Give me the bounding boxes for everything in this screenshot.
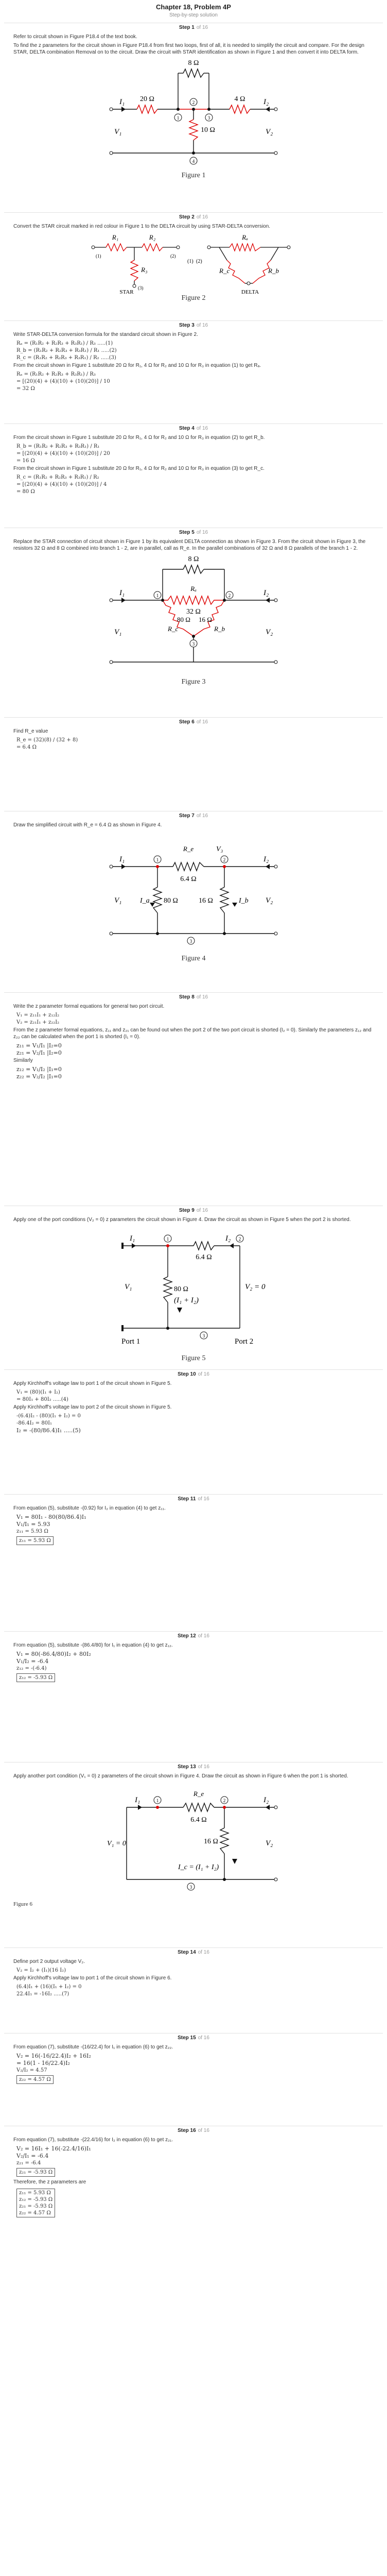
result-value: z₂₁ = -5.93 Ω	[19, 2170, 53, 2175]
label-8-ohm: 8 Ω	[188, 555, 199, 563]
step-text: Refer to circuit shown in Figure P18.4 of the text book.	[13, 34, 137, 40]
label-v2: V₂	[266, 128, 273, 136]
step-text: From the circuit shown in Figure 1 substitute 20 Ω for R₁, 4 Ω for R₂ and 10 Ω for R₃ in equation (3) to get R_c.	[13, 466, 265, 471]
equation: V₁ = z₁₁I₁ + z₁₂I₂	[16, 1012, 60, 1018]
label-i1: I₁	[119, 98, 125, 106]
step-6	[4, 717, 383, 764]
step-count: of 16	[198, 1496, 209, 1502]
step-text: Find R_e value	[13, 728, 48, 734]
step-label: Step 11	[178, 1496, 196, 1502]
step-text: Similarly	[13, 1058, 33, 1063]
node-label: 1	[156, 857, 159, 862]
label-ib: I_b	[239, 897, 249, 905]
step-text: Apply another port condition (V₁ = 0) z parameters of the circuit shown in Figure 4. Draw the circuit as shown in Figure 6 when the port 1 is shorted.	[13, 1773, 348, 1779]
answer-line: z₁₂ = -5.93 Ω	[19, 2197, 53, 2202]
figure-caption: Figure 5	[181, 1354, 206, 1362]
working-line: = [(20)(4) + (4)(10) + (10)(20)] / 20	[16, 451, 110, 456]
step-label: Step 5	[179, 530, 195, 535]
label-v1: V₁ = 0	[107, 1840, 126, 1848]
equation: = 80I₁ + 80I₂ .....(4)	[16, 1397, 68, 1402]
step-label: Step 9	[179, 1208, 195, 1213]
label-r3: R₃	[141, 266, 148, 274]
step-text: Define port 2 output voltage V₂.	[13, 1959, 85, 1964]
label-i1: I₁	[119, 855, 125, 863]
working-line: z₂₁ = -6.4	[16, 2160, 41, 2166]
label-20-ohm: 20 Ω	[140, 95, 154, 103]
step-text: To find the z parameters for the circuit shown in Figure P18.4 from first two loops, first of all, it is needed to simplify the circuit and compare. For the design STAR, DELTA combination Removal on to the circuit. Draw the circuit with STAR identification as shown in Figure 1 and then convert it into DELTA form.	[13, 43, 364, 55]
equation: V₂ = I₂ + (I₁)(16 I₂)	[16, 1968, 66, 1973]
working-line: z₂₂ = V₂/I₂ |I₁=0	[16, 1073, 62, 1080]
step-count: of 16	[196, 1208, 208, 1213]
label-v1: V₁	[114, 628, 122, 636]
label-32-ohm: 32 Ω	[186, 608, 201, 616]
node-label: (2)	[196, 259, 202, 264]
label-v2: V₂	[266, 896, 273, 905]
final-answer-box	[16, 2189, 55, 2217]
step-3	[4, 320, 383, 419]
step-16	[4, 2126, 383, 2240]
node-label: 1	[177, 115, 180, 121]
step-text: Therefore, the z parameters are	[13, 2179, 86, 2185]
step-text: Apply one of the port conditions (V₂ = 0) z parameters the circuit shown in Figure 4. Draw the circuit as shown in Figure 5 when the port 2 is shorted.	[13, 1217, 351, 1223]
node-label: 3	[189, 1885, 192, 1890]
node-label: (1)	[187, 259, 194, 264]
equation: Rₐ = (R₁R₂ + R₂R₃ + R₃R₁) / R₃ .....(1)	[16, 341, 113, 346]
label-r1: R₁	[112, 233, 119, 241]
label-i2: I₂	[263, 855, 269, 863]
label-v3: V₃	[216, 845, 223, 853]
step-label: Step 10	[178, 1371, 196, 1377]
step-10	[4, 1369, 383, 1447]
label-r2: R₂	[149, 233, 156, 241]
label-8-ohm: 8 Ω	[188, 59, 199, 67]
figure-2-star-delta	[91, 232, 296, 294]
node-label: 2	[238, 1236, 241, 1242]
label-16-ohm: 16 Ω	[204, 1838, 218, 1845]
label-v1: V₁	[125, 1283, 132, 1291]
working-line: z₁₁ = V₁/I₁ |I₂=0	[16, 1042, 62, 1049]
step-text: Apply Kirchhoff's voltage law to port 1 of the circuit shown in Figure 6.	[13, 1975, 172, 1981]
label-4-ohm: 4 Ω	[234, 95, 245, 103]
node-label: 1	[156, 1798, 159, 1803]
node-label: 3	[192, 641, 195, 647]
label-current-sum: I_c = (I₁ + I₂)	[178, 1863, 219, 1871]
star-label: STAR	[119, 289, 134, 294]
working-line: R_e = (32)(8) / (32 + 8)	[16, 737, 78, 743]
label-80-ohm: 80 Ω	[174, 1285, 188, 1293]
node-label: 2	[223, 1798, 226, 1803]
step-text: From the circuit shown in Figure 1 substitute 20 Ω for R₁, 4 Ω for R₂ and 10 Ω for R₃ in equation (1) to get Rₐ.	[13, 363, 261, 368]
page-header	[0, 0, 387, 21]
working-line: I₂ = -(80/86.4)I₁ .....(5)	[16, 1427, 81, 1434]
figure-5-circuit	[116, 1225, 271, 1354]
step-label: Step 8	[179, 994, 195, 1000]
working-line: R_c = (R₁R₂ + R₂R₃ + R₃R₁) / R₂	[16, 474, 99, 480]
label-v2: V₂	[266, 628, 273, 636]
step-count: of 16	[196, 530, 208, 535]
step-label: Step 14	[178, 1950, 196, 1955]
label-10-ohm: 10 Ω	[201, 126, 215, 134]
node-label: 2	[192, 100, 195, 105]
equation: R_b = (R₁R₂ + R₂R₃ + R₃R₁) / R₁ .....(2)	[16, 348, 117, 353]
label-v2: V₂ = 0	[245, 1283, 266, 1291]
step-label: Step 12	[178, 1633, 196, 1639]
working-line: (6.4)I₁ + (16)(I₁ + I₂) = 0	[16, 1984, 82, 1990]
label-6-4-ohm: 6.4 Ω	[190, 1816, 207, 1824]
label-ra: Rₐ	[190, 585, 197, 592]
node-label: 4	[192, 159, 195, 164]
label-6-4-ohm: 6.4 Ω	[180, 875, 197, 883]
step-text: From equation (5), substitute -(86.4/80) for I₁ in equation (4) to get z₁₂.	[13, 1642, 173, 1648]
equation: V₂ = z₂₁I₁ + z₂₂I₂	[16, 1020, 60, 1025]
step-text: From equation (5), substitute -(0.92) for I₂ in equation (4) to get z₁₁.	[13, 1505, 166, 1511]
step-1	[4, 23, 383, 204]
result-box	[16, 2075, 54, 2084]
label-ra: Rₐ	[242, 233, 248, 241]
step-label: Step 13	[178, 1764, 196, 1770]
page-subtitle: Step-by-step solution	[169, 12, 218, 18]
step-text: From the z parameter formal equations, z₁₁ and z₂₁ can be found out when the port 2 of the two port circuit is shorted (I₂ = 0). Similarly the parameters z₁₂ and z₂₂ can be calculated when the port 1 is shorted (I₁ = 0).	[13, 1027, 372, 1040]
working-line: V₁/I₁ = 5.93	[16, 1521, 50, 1528]
result-value: z₁₁ = 5.93 Ω	[19, 1538, 51, 1544]
working-line: R_b = (R₁R₂ + R₂R₃ + R₃R₁) / R₁	[16, 444, 100, 449]
working-line: V₁ = 80(-86.4/80)I₂ + 80I₂	[16, 1651, 91, 1657]
result-box	[16, 1536, 54, 1545]
step-label: Step 16	[178, 2128, 196, 2133]
step-count: of 16	[196, 426, 208, 431]
port-2-label: Port 2	[235, 1337, 254, 1346]
working-line: V₁ = 80I₁ - 80(80/86.4)I₁	[16, 1514, 86, 1520]
step-label: Step 3	[179, 323, 195, 328]
figure-3-circuit	[106, 554, 281, 677]
result-value: z₁₂ = -5.93 Ω	[19, 1675, 53, 1681]
step-8	[4, 992, 383, 1147]
working-line: V₂ = 16I₁ + 16(-22.4/16)I₁	[16, 2145, 91, 2152]
step-text: From equation (7), substitute -(22.4/16) for I₂ in equation (6) to get z₂₁.	[13, 2137, 173, 2143]
label-i1: I₁	[135, 1796, 140, 1804]
step-7	[4, 811, 383, 989]
step-14	[4, 1947, 383, 2010]
label-ia: I_a	[140, 897, 150, 905]
delta-label: DELTA	[241, 289, 259, 294]
node-label: 1	[156, 593, 159, 598]
node-label: 3	[207, 115, 210, 121]
step-count: of 16	[196, 813, 208, 819]
step-label: Step 6	[179, 719, 195, 725]
step-text: Convert the STAR circuit marked in red colour in Figure 1 to the DELTA circuit by using STAR-DELTA conversion.	[13, 224, 271, 229]
step-text: From the circuit shown in Figure 1 substitute 20 Ω for R₁, 4 Ω for R₂ and 10 Ω for R₃ in equation (2) to get R_b.	[13, 435, 265, 440]
label-6-4-ohm: 6.4 Ω	[196, 1253, 212, 1261]
step-2	[4, 212, 383, 316]
step-label: Step 1	[179, 25, 195, 30]
node-label: 3	[189, 939, 192, 944]
step-5	[4, 528, 383, 701]
result-box	[16, 2168, 55, 2177]
figure-caption: Figure 6	[13, 1901, 32, 1907]
step-count: of 16	[198, 2035, 209, 2041]
step-text: Replace the STAR connection of circuit shown in Figure 1 by its equivalent DELTA connection as shown in Figure 3. From the circuit shown in Figure 3, the resistors 32 Ω and 8 Ω combined into branch 1 - 2, are in parallel, call as R_e. In the parallel combinations of 32 Ω and 8 Ω parallels of the branch 1 - 2.	[13, 539, 366, 551]
node-label: 3	[202, 1333, 205, 1338]
step-count: of 16	[198, 1371, 209, 1377]
figure-4-circuit	[106, 831, 281, 954]
step-count: of 16	[196, 214, 208, 220]
working-line: z₂₁ = V₂/I₁ |I₂=0	[16, 1049, 62, 1056]
figure-6-circuit	[106, 1782, 281, 1900]
label-16-ohm: 16 Ω	[199, 616, 212, 623]
working-line: = 80 Ω	[16, 489, 35, 495]
step-count: of 16	[198, 1950, 209, 1955]
step-text: Write the z parameter formal equations for general two port circuit.	[13, 1004, 165, 1009]
answer-line: z₂₂ = 4.57 Ω	[19, 2210, 51, 2216]
working-line: -(6.4)I₂ - (80)(I₁ + I₂) = 0	[16, 1413, 81, 1419]
working-line: -86.4I₂ = 80I₁	[16, 1420, 52, 1426]
step-text: Apply Kirchhoff's voltage law to port 1 of the circuit shown in Figure 5.	[13, 1381, 172, 1386]
label-rc: R_c	[219, 267, 230, 275]
label-16-ohm: 16 Ω	[199, 897, 213, 905]
step-count: of 16	[198, 1764, 209, 1770]
working-line: V₂/I₁ = -6.4	[16, 2153, 49, 2159]
result-box	[16, 1673, 55, 1682]
node-label: 2	[223, 857, 226, 862]
node-label: 1	[166, 1236, 169, 1242]
working-line: 22.4I₁ = -16I₂ .....(7)	[16, 1991, 69, 1997]
working-line: z₁₂ = V₁/I₂ |I₁=0	[16, 1066, 62, 1073]
working-line: = 32 Ω	[16, 386, 35, 392]
step-count: of 16	[196, 994, 208, 1000]
label-i2: I₂	[225, 1234, 231, 1243]
label-rb: R_b	[268, 267, 279, 275]
figure-caption: Figure 2	[181, 294, 206, 302]
node-label: (1)	[96, 253, 101, 259]
working-line: Rₐ = (R₁R₂ + R₂R₃ + R₃R₁) / R₃	[16, 371, 96, 377]
step-text: Write STAR-DELTA conversion formula for the standard circuit shown in Figure 2.	[13, 332, 198, 337]
node-label: (2)	[170, 253, 176, 259]
step-9	[4, 1206, 383, 1366]
step-count: of 16	[196, 25, 208, 30]
label-80-ohm: 80 Ω	[164, 897, 178, 905]
label-rb: R_b	[214, 625, 225, 633]
step-label: Step 4	[179, 426, 195, 431]
working-line: V₂ = 16(-16/22.4)I₂ + 16I₂	[16, 2053, 91, 2059]
working-line: = 6.4 Ω	[16, 744, 37, 750]
equation: R_c = (R₁R₂ + R₂R₃ + R₃R₁) / R₂ .....(3)	[16, 355, 116, 361]
label-current-sum: (I₁ + I₂)	[174, 1296, 199, 1304]
step-count: of 16	[196, 323, 208, 328]
node-label: (3)	[138, 285, 144, 291]
label-re: R_e	[193, 1790, 204, 1798]
step-label: Step 15	[178, 2035, 196, 2041]
working-line: = [(20)(4) + (4)(10) + (10)(20)] / 10	[16, 379, 110, 384]
step-11	[4, 1494, 383, 1582]
working-line: V₂/I₂ = 4.57	[16, 2067, 47, 2073]
label-v1: V₁	[114, 128, 122, 136]
figure-caption: Figure 1	[181, 172, 206, 179]
working-line: V₁/I₂ = -6.4	[16, 1658, 49, 1665]
label-i1: I₁	[119, 589, 125, 597]
label-re: R_e	[183, 845, 194, 853]
label-rc: R_c	[168, 625, 179, 633]
step-15	[4, 2033, 383, 2111]
port-1-label: Port 1	[121, 1337, 140, 1346]
step-12	[4, 1631, 383, 1719]
equation: V₁ = (80)(I₁ + I₂)	[16, 1389, 60, 1395]
step-text: From equation (7), substitute -(16/22.4) for I₁ in equation (6) to get z₂₂.	[13, 2044, 173, 2050]
label-i2: I₂	[263, 98, 269, 106]
step-count: of 16	[196, 719, 208, 725]
result-value: z₂₂ = 4.57 Ω	[19, 2077, 51, 2082]
answer-line: z₂₁ = -5.93 Ω	[19, 2204, 53, 2209]
step-label: Step 2	[179, 214, 195, 220]
label-v1: V₁	[114, 896, 122, 905]
step-text: Draw the simplified circuit with R_e = 6.4 Ω as shown in Figure 4.	[13, 822, 162, 828]
step-13	[4, 1762, 383, 1917]
label-v2: V₂	[266, 1839, 273, 1848]
node-label: 2	[228, 593, 231, 598]
step-text: Apply Kirchhoff's voltage law to port 2 of the circuit shown in Figure 5.	[13, 1404, 172, 1410]
step-4	[4, 423, 383, 522]
step-count: of 16	[198, 1633, 209, 1639]
label-i1: I₁	[130, 1234, 135, 1243]
label-i2: I₂	[263, 1796, 269, 1804]
working-line: z₁₁ = 5.93 Ω	[16, 1529, 48, 1534]
working-line: z₁₂ = -(-6.4)	[16, 1666, 47, 1671]
step-count: of 16	[198, 2128, 209, 2133]
figure-caption: Figure 3	[181, 678, 206, 686]
step-label: Step 7	[179, 813, 195, 819]
working-line: = 16 Ω	[16, 458, 35, 464]
page-title: Chapter 18, Problem 4P	[156, 3, 231, 11]
label-i2: I₂	[263, 589, 269, 597]
working-line: = 16(1 - 16/22.4)I₂	[16, 2060, 70, 2066]
figure-caption: Figure 4	[181, 955, 206, 962]
figure-1-circuit	[106, 58, 281, 171]
working-line: = [(20)(4) + (4)(10) + (10)(20)] / 4	[16, 482, 107, 487]
step-header	[4, 23, 383, 32]
label-80-ohm: 80 Ω	[177, 616, 190, 623]
answer-line: z₁₁ = 5.93 Ω	[19, 2190, 51, 2196]
